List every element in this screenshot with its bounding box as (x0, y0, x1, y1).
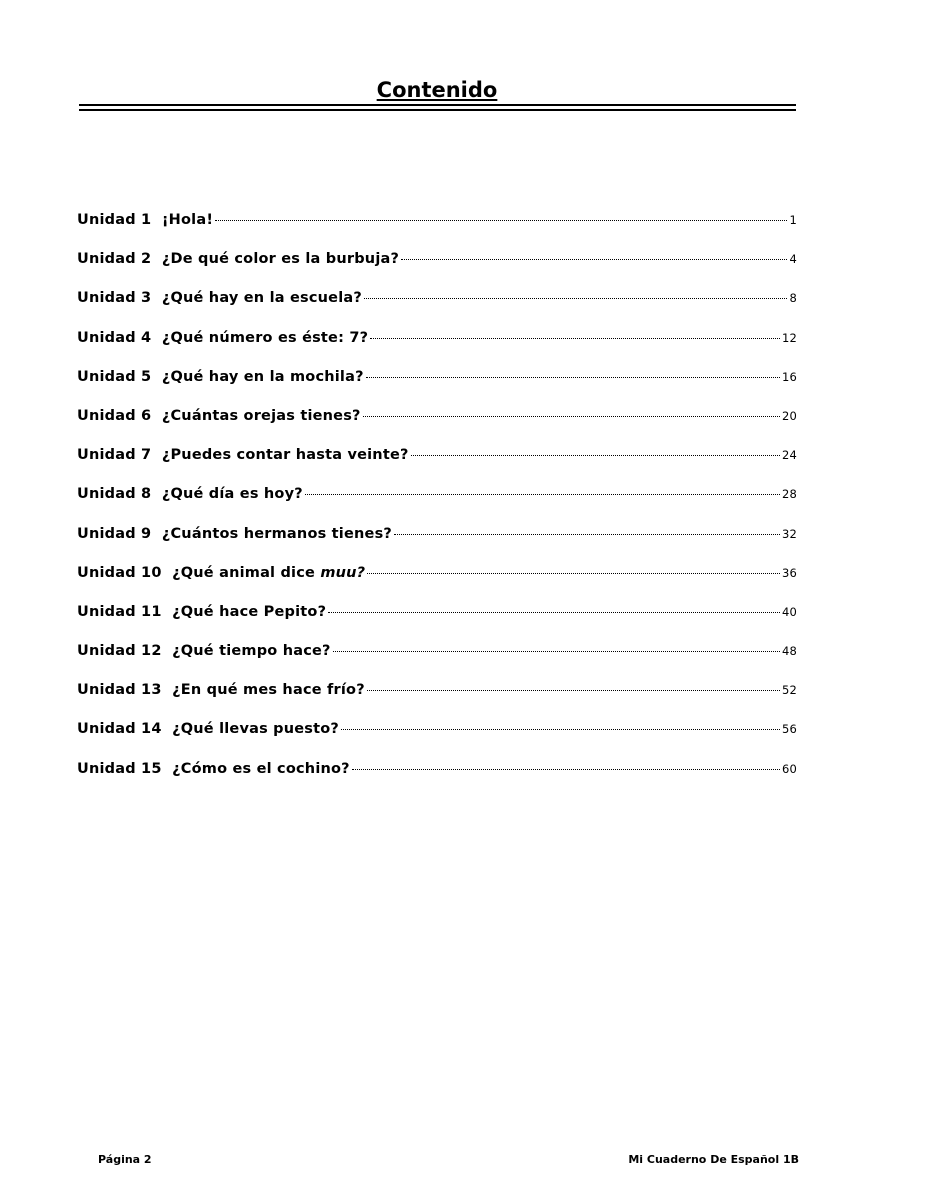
toc-unit-title: ¿Qué día es hoy? (161, 486, 303, 503)
toc-entry (77, 251, 797, 290)
toc-unit-title: ¿Qué llevas puesto? (172, 721, 340, 738)
toc-page-number: 4 (789, 252, 797, 267)
toc-dot-leader (363, 416, 780, 417)
title-rule-bottom (79, 109, 796, 111)
toc-page-number: 12 (781, 330, 797, 345)
toc-page-number: 1 (789, 213, 797, 227)
toc-page-number: 20 (781, 408, 797, 423)
toc-page-number: 36 (781, 565, 797, 580)
toc-dot-leader (367, 690, 780, 691)
toc-unit-label: Unidad 4 (77, 329, 152, 346)
toc-dot-leader (341, 729, 780, 730)
toc-unit-title: ¿De qué color es la burbuja? (161, 251, 400, 268)
toc-dot-leader (367, 573, 780, 574)
footer-book-title: Mi Cuaderno De Español 1B (628, 1153, 799, 1166)
toc-dot-leader (364, 298, 788, 299)
toc-unit-label: Unidad 2 (77, 251, 152, 268)
toc-dot-leader (215, 220, 787, 221)
toc-unit-label: Unidad 5 (77, 368, 152, 385)
toc-unit-title: ¿Cuántas orejas tienes? (161, 407, 361, 424)
toc-dot-leader (411, 455, 780, 456)
toc-entry (77, 682, 797, 721)
toc-dot-leader (366, 377, 780, 378)
toc-entry (77, 408, 797, 447)
toc-unit-label: Unidad 6 (77, 407, 152, 424)
toc-entry (77, 604, 797, 643)
toc-unit-label: Unidad 13 (77, 682, 162, 699)
toc-unit-title: ¿Qué animal dice muu? (172, 564, 366, 581)
toc-entry (77, 486, 797, 525)
toc-entry (77, 643, 797, 682)
toc-page-number: 52 (781, 683, 797, 698)
toc-unit-title: ¿Cómo es el cochino? (172, 760, 350, 777)
toc-unit-title-italic: muu? (320, 564, 366, 581)
toc-page-number: 48 (781, 644, 797, 659)
toc-page-number: 60 (781, 761, 797, 776)
toc-unit-label: Unidad 15 (77, 760, 162, 777)
toc-entry (77, 447, 797, 486)
toc-unit-title: ¿Qué hay en la mochila? (161, 368, 364, 385)
toc-entry (77, 721, 797, 760)
toc-entry (77, 290, 797, 329)
toc-page-number: 16 (781, 369, 797, 384)
toc-page-number: 32 (781, 526, 797, 541)
toc-unit-label: Unidad 7 (77, 447, 152, 464)
toc-unit-label: Unidad 8 (77, 486, 152, 503)
toc-unit-title: ¿En qué mes hace frío? (172, 682, 365, 699)
toc-unit-label: Unidad 12 (77, 643, 162, 660)
toc-dot-leader (328, 612, 780, 613)
toc-unit-label: Unidad 9 (77, 525, 152, 542)
toc-page-number: 28 (781, 487, 797, 502)
toc-entry (77, 526, 797, 565)
toc-entry (77, 369, 797, 408)
toc-page-number: 40 (781, 604, 797, 619)
toc-unit-title: ¿Qué hace Pepito? (172, 603, 327, 620)
toc-unit-title: ¿Puedes contar hasta veinte? (161, 447, 409, 464)
table-of-contents (77, 212, 797, 800)
toc-entry (77, 761, 797, 800)
toc-page-number: 24 (781, 448, 797, 463)
toc-dot-leader (370, 338, 780, 339)
toc-unit-label: Unidad 10 (77, 564, 162, 581)
title-rule-top (79, 104, 796, 106)
toc-unit-title: ¡Hola! (161, 212, 214, 228)
toc-dot-leader (352, 769, 780, 770)
toc-dot-leader (305, 494, 780, 495)
toc-dot-leader (394, 534, 780, 535)
toc-unit-title: ¿Cuántos hermanos tienes? (161, 525, 393, 542)
toc-page-number: 8 (789, 291, 797, 306)
toc-entry (77, 330, 797, 369)
toc-unit-title: ¿Qué hay en la escuela? (161, 290, 362, 307)
toc-page-number: 56 (781, 722, 797, 737)
toc-dot-leader (401, 259, 787, 260)
toc-unit-label: Unidad 1 (77, 212, 152, 228)
page-title: Contenido (376, 78, 498, 102)
toc-dot-leader (333, 651, 780, 652)
toc-unit-label: Unidad 14 (77, 721, 162, 738)
footer-page-label: Página 2 (98, 1153, 152, 1166)
toc-unit-title: ¿Qué tiempo hace? (172, 643, 331, 660)
toc-entry (77, 212, 797, 251)
toc-unit-label: Unidad 3 (77, 290, 152, 307)
toc-unit-title: ¿Qué número es éste: 7? (161, 329, 369, 346)
toc-entry (77, 565, 797, 604)
toc-unit-label: Unidad 11 (77, 603, 162, 620)
